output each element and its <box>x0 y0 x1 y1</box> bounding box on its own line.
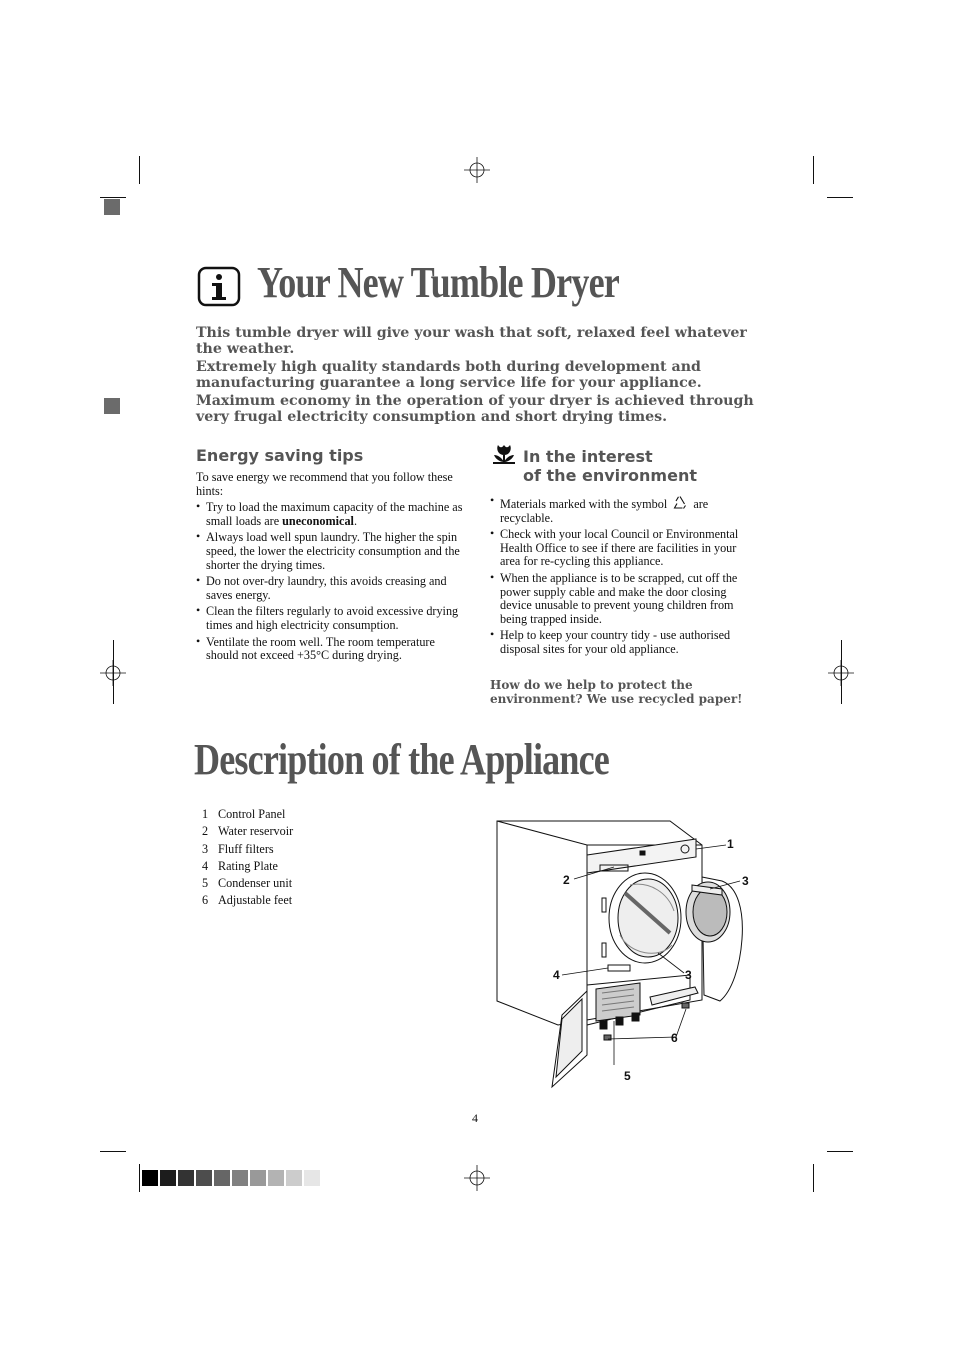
section-title: Description of the Appliance <box>194 735 610 784</box>
environment-list <box>490 495 748 657</box>
registration-mark-icon <box>464 157 490 183</box>
list-item: • Try to load the maximum capacity of the machine as small loads are uneconomical. <box>196 501 468 528</box>
color-swatch <box>286 1170 302 1186</box>
color-swatch <box>214 1170 230 1186</box>
energy-heading: Energy saving tips <box>196 446 364 465</box>
list-item: 5 Condenser unit <box>202 876 293 891</box>
callout-2: 2 <box>563 873 570 887</box>
intro-text <box>196 325 756 427</box>
environment-section <box>490 495 748 660</box>
crop-mark <box>841 640 842 704</box>
intro-paragraph: Maximum economy in the operation of your dryer is achieved through very frugal electricity consumption and short drying times. <box>196 393 754 425</box>
crop-mark <box>139 156 140 184</box>
list-item: 2 Water reservoir <box>202 824 294 839</box>
list-item: 1 Control Panel <box>202 807 286 821</box>
margin-marker <box>104 199 120 215</box>
crop-mark <box>100 197 126 198</box>
dryer-illustration <box>490 815 760 1100</box>
callout-4: 4 <box>553 968 560 982</box>
list-item: • Clean the filters regularly to avoid excessive drying times and high electricity consumption. <box>196 605 468 632</box>
callout-6: 6 <box>671 1031 678 1045</box>
flower-icon <box>492 443 516 465</box>
list-item: 3 Fluff filters <box>202 841 274 856</box>
recycled-paper-note: How do we help to protect the environment? We use recycled paper! <box>490 678 743 706</box>
callout-5: 5 <box>624 1069 631 1083</box>
list-item: • Always load well spun laundry. The higher the spin speed, the lower the electricity consumption and the shorter the drying times. <box>196 531 468 572</box>
energy-section <box>196 471 468 666</box>
crop-mark <box>113 640 114 704</box>
list-item: 4 Rating Plate <box>202 858 278 873</box>
color-swatch <box>304 1170 320 1186</box>
list-item: • Materials marked with the symbol are recyclable. <box>490 495 748 525</box>
intro-paragraph: This tumble dryer will give your wash that soft, relaxed feel whatever the weather. <box>196 325 747 357</box>
color-swatch <box>268 1170 284 1186</box>
list-item: • Ventilate the room well. The room temperature should not exceed +35°C during drying. <box>196 636 468 663</box>
callout-1: 1 <box>727 837 734 851</box>
crop-mark <box>827 1151 853 1152</box>
list-item: • Do not over-dry laundry, this avoids creasing and saves energy. <box>196 575 468 602</box>
info-icon <box>197 266 243 308</box>
environment-heading: In the interest of the environment <box>523 447 697 485</box>
color-swatch <box>232 1170 248 1186</box>
intro-paragraph: Extremely high quality standards both during development and manufacturing guarantee a long service life for your appliance. <box>196 359 702 391</box>
energy-tips-list <box>196 501 468 663</box>
list-item: • Check with your local Council or Environmental Health Office to see if there are facilities in your area for re-cycling this appliance. <box>490 528 748 569</box>
color-swatch <box>196 1170 212 1186</box>
color-swatch <box>250 1170 266 1186</box>
list-item: • When the appliance is to be scrapped, cut off the power supply cable and make the door closing device unusable to prevent young children from being trapped inside. <box>490 572 748 626</box>
color-swatch <box>160 1170 176 1186</box>
callout-3: 3 <box>742 874 749 888</box>
crop-mark <box>813 1164 814 1192</box>
color-swatch <box>142 1170 158 1186</box>
recycle-icon <box>672 495 688 510</box>
callout-3: 3 <box>685 968 692 982</box>
page-number: 4 <box>472 1111 478 1125</box>
crop-mark <box>100 1151 126 1152</box>
crop-mark <box>827 197 853 198</box>
list-item: 6 Adjustable feet <box>202 893 293 908</box>
energy-lead: To save energy we recommend that you follow these hints: <box>196 470 453 498</box>
crop-mark <box>139 1164 140 1192</box>
margin-marker <box>104 398 120 414</box>
page-title: Your New Tumble Dryer <box>257 258 619 307</box>
registration-mark-icon <box>464 1165 490 1191</box>
color-swatch <box>178 1170 194 1186</box>
list-item: • Help to keep your country tidy - use authorised disposal sites for your old appliance. <box>490 629 748 656</box>
parts-list <box>202 806 293 910</box>
crop-mark <box>813 156 814 184</box>
